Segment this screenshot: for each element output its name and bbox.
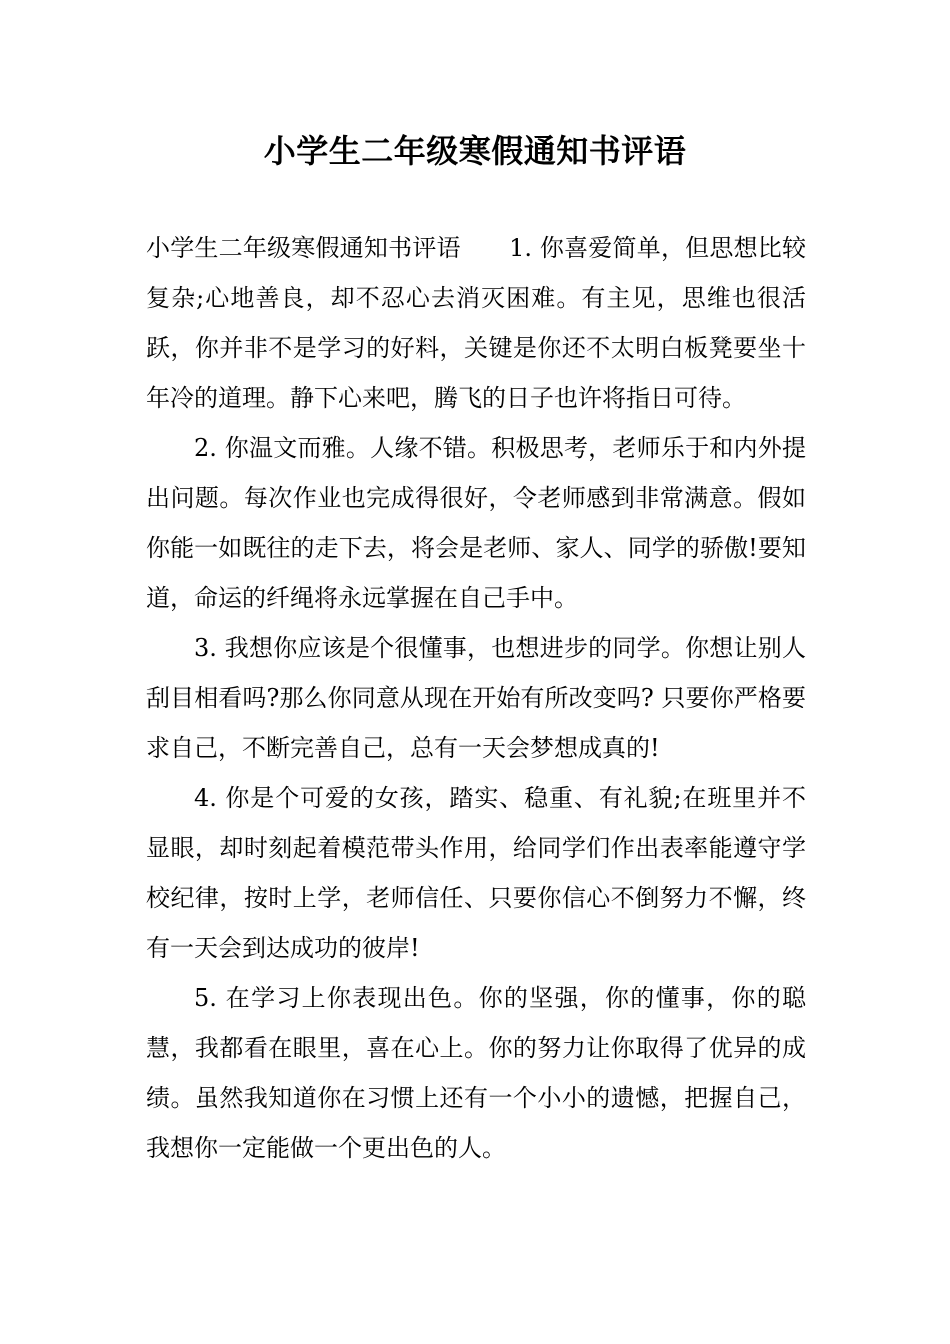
- paragraph-2: 2. 你温文而雅。人缘不错。积极思考，老师乐于和内外提出问题。每次作业也完成得很好，令老师感到非常满意。假如你能一如既往的走下去，将会是老师、家人、同学的骄傲!要知道，命运的纤绳将永远掌握在自己手中。: [146, 434, 806, 612]
- document-title: 小学生二年级寒假通知书评语: [263, 132, 687, 170]
- paragraph-4: 4. 你是个可爱的女孩，踏实、稳重、有礼貌;在班里并不显眼，却时刻起着模范带头作用，给同学们作出表率能遵守学校纪律，按时上学，老师信任、只要你信心不倒努力不懈，终有一天会到达成功的彼岸!: [146, 784, 806, 962]
- document-body: [146, 223, 806, 1173]
- paragraph-1: 小学生二年级寒假通知书评语 1. 你喜爱简单，但思想比较复杂;心地善良，却不忍心去消灭困难。有主见，思维也很活跃，你并非不是学习的好料，关键是你还不太明白板凳要坐十年冷的道理。静下心来吧，腾飞的日子也许将指日可待。: [146, 234, 806, 412]
- paragraph-3: 3. 我想你应该是个很懂事，也想进步的同学。你想让别人刮目相看吗?那么你同意从现在开始有所改变吗? 只要你严格要求自己，不断完善自己，总有一天会梦想成真的!: [146, 634, 806, 762]
- paragraph-5: 5. 在学习上你表现出色。你的坚强，你的懂事，你的聪慧，我都看在眼里，喜在心上。你的努力让你取得了优异的成绩。虽然我知道你在习惯上还有一个小小的遗憾，把握自己，我想你一定能做一个更出色的人。: [146, 984, 806, 1162]
